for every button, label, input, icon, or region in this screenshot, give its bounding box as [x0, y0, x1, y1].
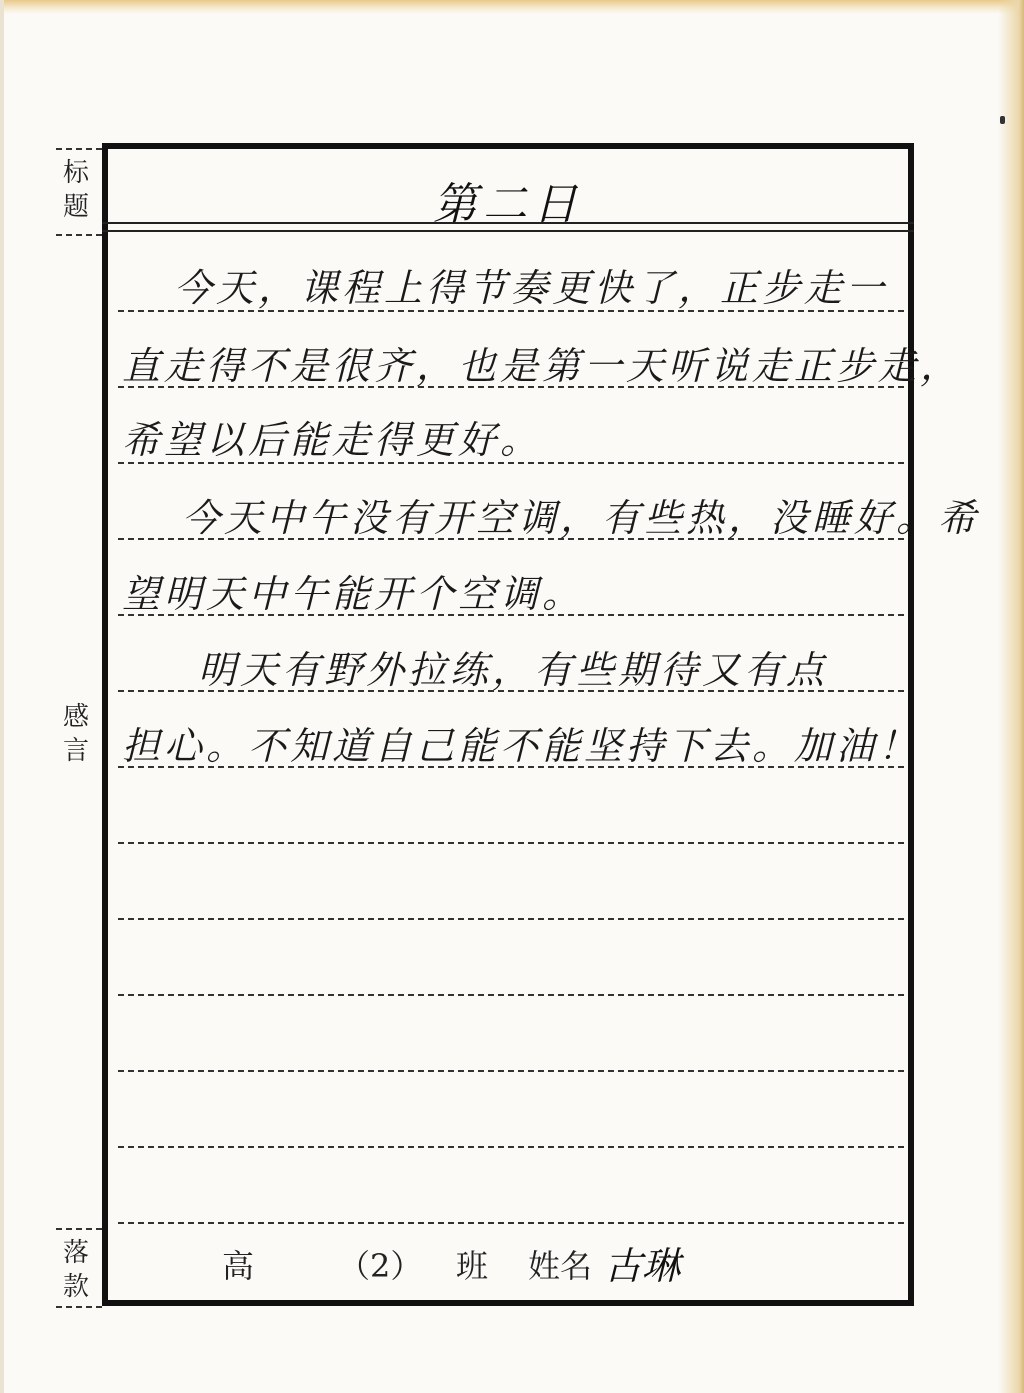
paper-top-edge [0, 0, 1024, 14]
paper-left-edge [0, 0, 4, 1393]
title-margin-label [56, 156, 96, 224]
body-line-6: 明天有野外拉练，有些期待又有点 [198, 648, 829, 692]
page-title: 第二日 [433, 179, 583, 230]
body-line-7: 担心。不知道自己能不能坚持下去。加油！ [122, 724, 921, 768]
ink-speck [1000, 116, 1005, 124]
title-margin-label-text: 标 题 [62, 158, 89, 222]
body-line-3: 希望以后能走得更好。 [122, 418, 543, 462]
sign-margin-label [56, 1236, 96, 1304]
margin-dash-title-bottom [56, 234, 102, 236]
sign-margin-label-text: 落 款 [62, 1238, 89, 1302]
margin-dash-bottom [56, 1306, 102, 1308]
body-line-4: 今天中午没有开空调，有些热，没睡好。希 [182, 496, 981, 540]
ruled-line [118, 842, 904, 844]
ruled-line [118, 1222, 904, 1224]
ruled-line [118, 918, 904, 920]
footer-class-word: 班 [456, 1247, 489, 1285]
paper-right-edge [998, 0, 1024, 1393]
ruled-line [118, 994, 904, 996]
body-line-1: 今天，课程上得节奏更快了，正步走一 [174, 266, 889, 310]
content-margin-label-text: 感 言 [62, 702, 89, 766]
footer-class-number: （2） [338, 1247, 423, 1285]
footer-name-label: 姓名 [528, 1247, 593, 1285]
footer-grade: 高 [222, 1247, 255, 1285]
ruled-line [118, 1146, 904, 1148]
body-line-2: 直走得不是很齐，也是第一天听说走正步走， [122, 344, 963, 388]
ruled-line [118, 1070, 904, 1072]
margin-dash-top [56, 148, 102, 150]
footer-signature: 古琳 [604, 1244, 681, 1288]
content-margin-label [56, 700, 96, 768]
body-line-5: 望明天中午能开个空调。 [122, 572, 585, 616]
margin-dash-sign-top [56, 1228, 102, 1230]
